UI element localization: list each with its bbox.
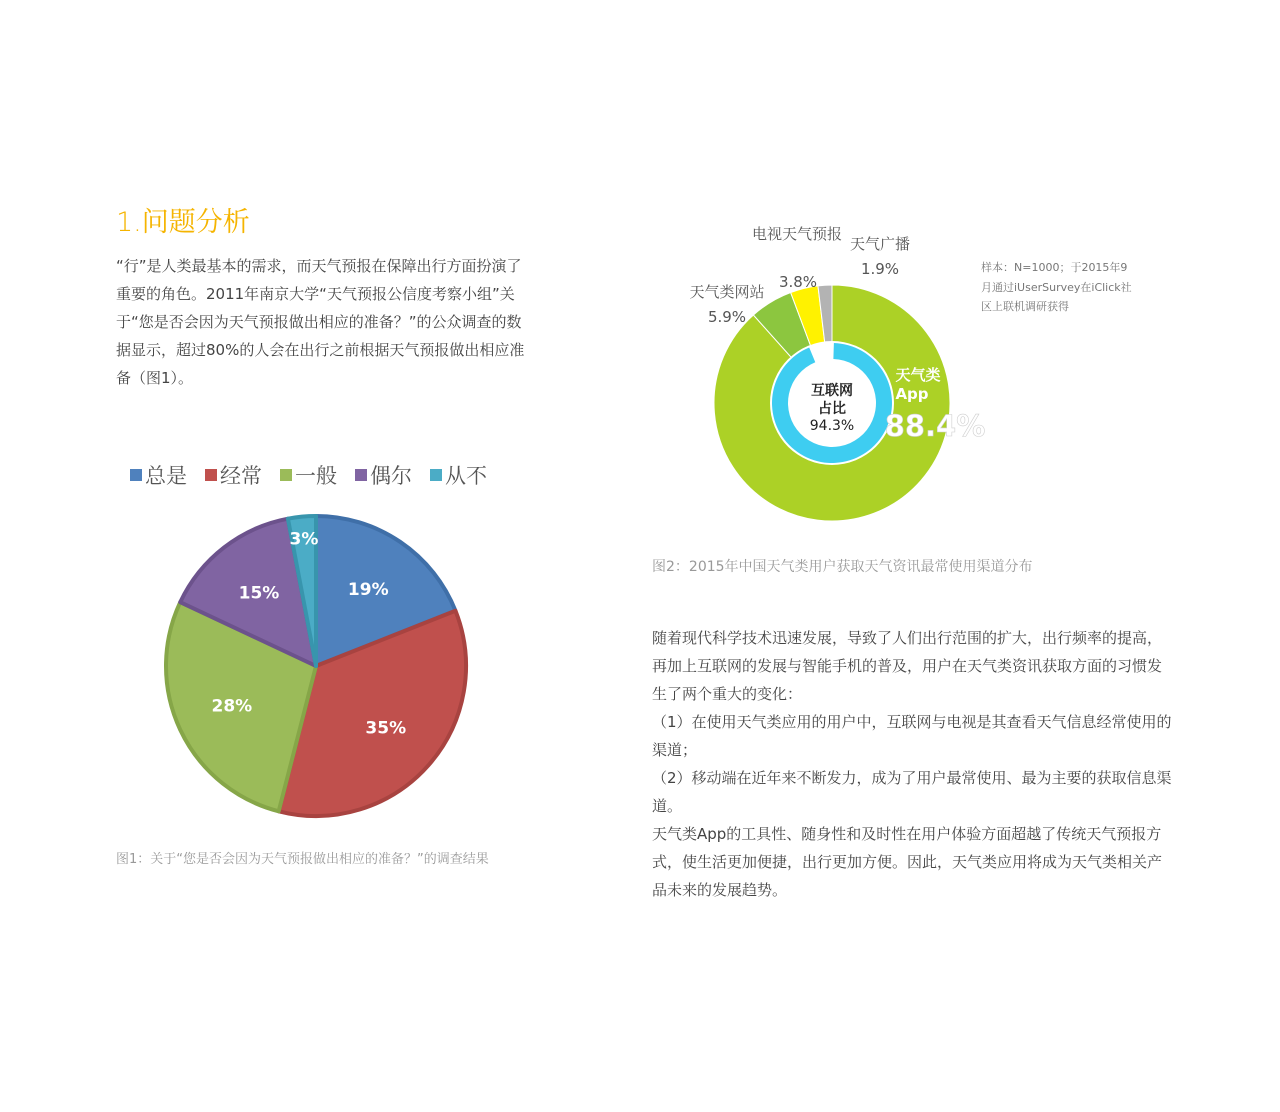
legend-label: 总是 <box>145 464 187 488</box>
legend-label: 从不 <box>445 464 487 488</box>
pie-legend <box>130 460 487 490</box>
app-label: App <box>895 385 929 403</box>
note-line: 样本：N=1000；于2015年9 <box>981 261 1128 274</box>
legend-swatch <box>130 469 142 481</box>
pie-data-label: 15% <box>238 583 280 604</box>
body-paragraph: （1）在使用天气类应用的用户中，互联网与电视是其查看天气信息经常使用的渠道； <box>652 713 1172 759</box>
note-line: 区上联机调研获得 <box>981 300 1069 313</box>
legend-label: 一般 <box>295 464 337 488</box>
legend-swatch <box>280 469 292 481</box>
figure2-caption: 图2：2015年中国天气类用户获取天气资讯最常使用渠道分布 <box>652 559 1033 575</box>
legend-swatch <box>430 469 442 481</box>
label-radio-name: 天气广播 <box>849 235 910 253</box>
legend-swatch <box>205 469 217 481</box>
legend-label: 经常 <box>220 464 262 488</box>
legend-item <box>280 460 337 490</box>
legend-item <box>355 460 412 490</box>
legend-swatch <box>355 469 367 481</box>
intro-paragraph: “行”是人类最基本的需求，而天气预报在保障出行方面扮演了重要的角色。2011年南京大学“天气预报公信度考察小组”关于“您是否会因为天气预报做出相应的准备？”的公众调查的数据显示，超过80%的人会在出行之前根据天气预报做出相应准备（图1）。 <box>116 257 525 387</box>
donut-chart <box>680 210 1000 540</box>
label-web-pct: 5.9% <box>707 308 747 326</box>
note-line: 月通过iUserSurvey在iClick社 <box>981 280 1132 294</box>
legend-item <box>430 460 487 490</box>
sample-note <box>981 258 1141 317</box>
inner-label: 占比 <box>818 401 846 417</box>
label-web-name: 天气类网站 <box>689 283 765 301</box>
section-title: 1.问题分析 <box>116 207 250 238</box>
pie-data-label: 19% <box>347 580 389 601</box>
label-radio-pct: 1.9% <box>860 260 900 278</box>
inner-label: 互联网 <box>811 383 853 399</box>
legend-label: 偶尔 <box>370 464 412 488</box>
figure1-caption: 图1：关于“您是否会因为天气预报做出相应的准备？”的调查结果 <box>116 852 489 867</box>
label-tv <box>752 220 842 248</box>
body-paragraph: （2）移动端在近年来不断发力，成为了用户最常使用、最为主要的获取信息渠道。 <box>652 769 1172 815</box>
inner-value: 94.3% <box>809 418 855 434</box>
pie-data-label: 3% <box>289 529 319 550</box>
body-text <box>652 624 1172 904</box>
legend-item <box>130 460 187 490</box>
app-label: 天气类 <box>895 366 941 384</box>
legend-item <box>205 460 262 490</box>
label-tv-pct: 3.8% <box>778 273 818 291</box>
app-pct: 88.4% <box>884 409 986 443</box>
pie-chart-1 <box>150 500 490 830</box>
pie-data-label: 28% <box>211 696 253 717</box>
body-paragraph: 天气类App的工具性、随身性和及时性在用户体验方面超越了传统天气预报方式，使生活更加便捷，出行更加方便。因此，天气类应用将成为天气类相关产品未来的发展趋势。 <box>652 825 1163 899</box>
label-tv-name: 电视天气预报 <box>752 225 843 243</box>
pie-data-label: 35% <box>365 718 407 739</box>
body-paragraph: 随着现代科学技术迅速发展，导致了人们出行范围的扩大，出行频率的提高，再加上互联网的发展与智能手机的普及，用户在天气类资讯获取方面的习惯发生了两个重大的变化： <box>652 629 1163 703</box>
